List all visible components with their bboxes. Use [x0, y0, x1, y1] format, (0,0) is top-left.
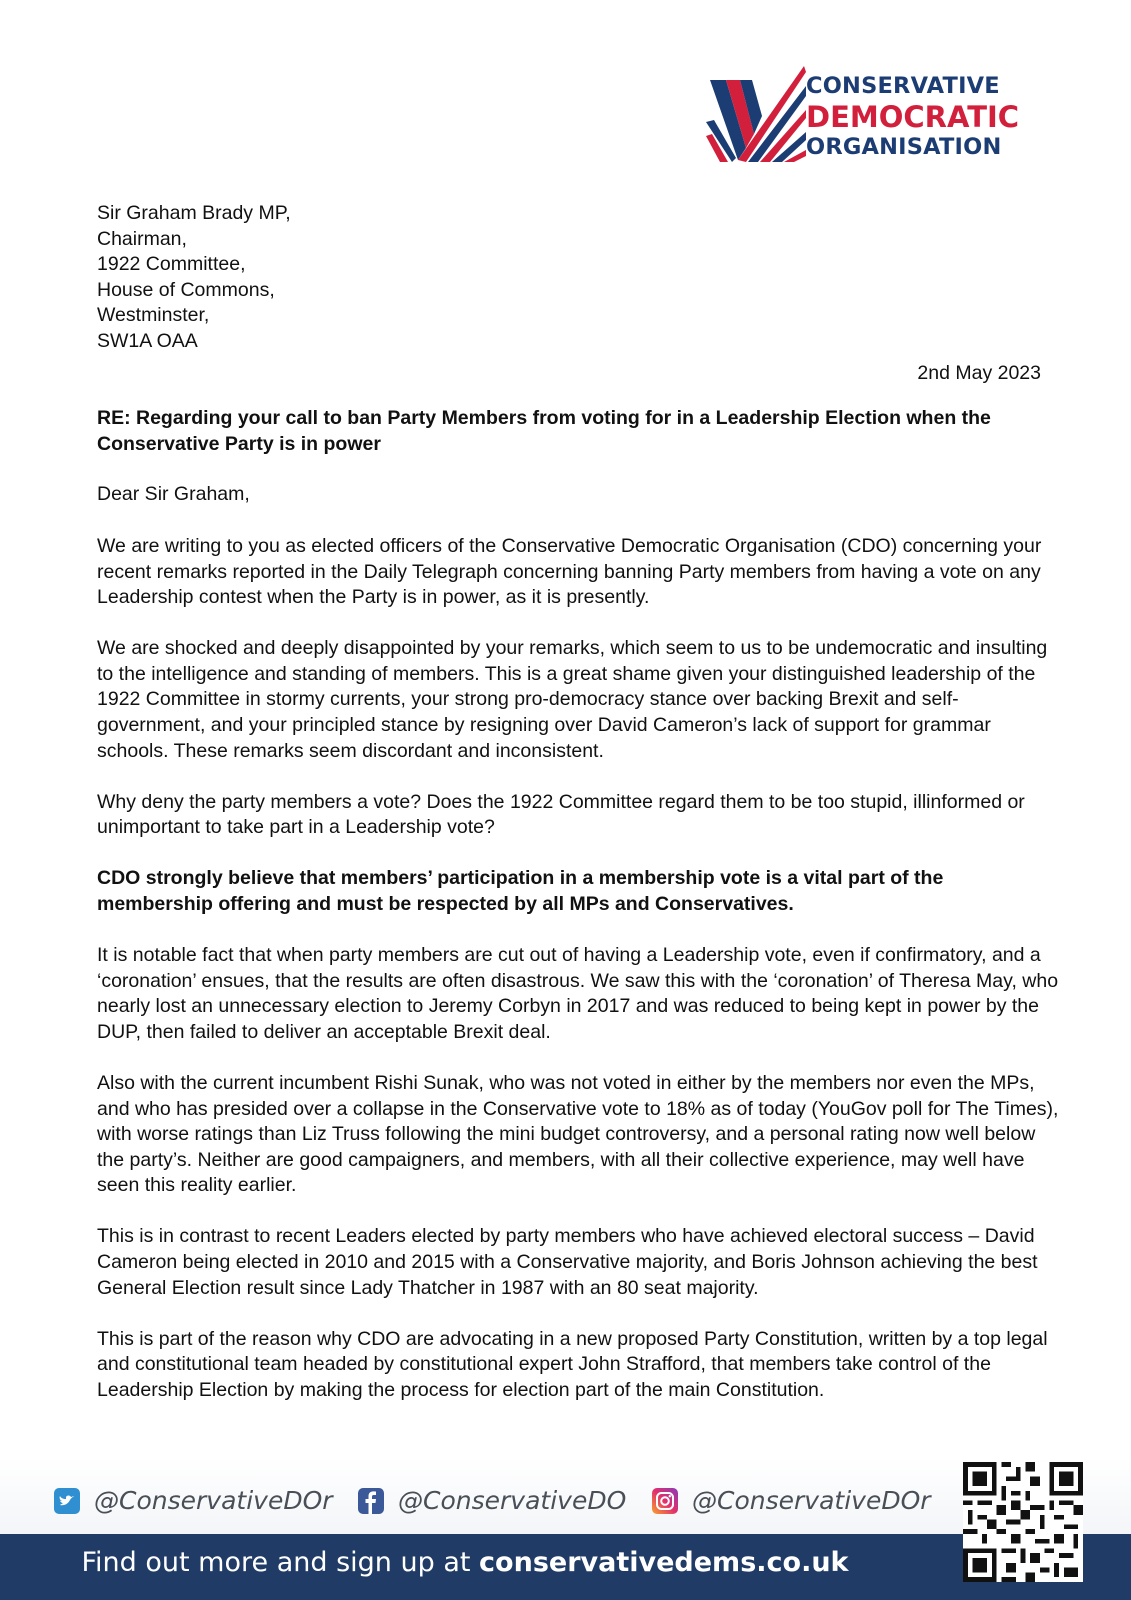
logo-wordmark	[806, 73, 1019, 161]
address-line: Westminster,	[97, 304, 210, 327]
facebook-handle: @ConservativeDO	[398, 1486, 627, 1515]
qr-code[interactable]	[963, 1462, 1083, 1582]
logo-line-organisation: ORGANISATION	[806, 134, 1002, 160]
logo-line-conservative: CONSERVATIVE	[806, 73, 1000, 99]
twitter-link[interactable]	[54, 1486, 333, 1515]
twitter-icon	[54, 1488, 80, 1514]
address-line: Chairman,	[97, 227, 187, 250]
body-paragraph: Why deny the party members a vote? Does the 1922 Committee regard them to be too stupid, illinformed or unimportant to take part in a Leadership vote?	[97, 790, 1025, 839]
instagram-link[interactable]	[652, 1486, 931, 1515]
salutation: Dear Sir Graham,	[97, 483, 250, 505]
body-paragraph: We are shocked and deeply disappointed by your remarks, which seem to us to be undemocratic and insulting to the intelligence and standing of members. This is a great shame given your distinguished leadership of the 1922 Committee in stormy currents, your strong pro-democracy stance over backing Brexit and self-government, and your principled stance by resigning over David Cameron’s lack of support for grammar schools. These remarks seem discordant and inconsistent.	[97, 637, 1048, 762]
website-link[interactable]: conservativedems.co.uk	[479, 1547, 849, 1578]
logo-line-democratic: DEMOCRATIC	[806, 100, 1020, 134]
address-line: 1922 Committee,	[97, 253, 246, 276]
facebook-link[interactable]	[358, 1486, 626, 1515]
body-paragraph: We are writing to you as elected officers of the Conservative Democratic Organisation (CDO) concerning your recent remarks reported in the Daily Telegraph concerning banning Party members from having a vote on any Leadership contest when the Party is in power, as it is presently.	[97, 535, 1042, 609]
letter-date: 2nd May 2023	[917, 362, 1041, 384]
letter-subject: RE: Regarding your call to ban Party Members from voting for in a Leadership Election when the Conservative Party is in power	[97, 407, 991, 455]
facebook-icon	[358, 1488, 384, 1514]
twitter-handle: @ConservativeDOr	[94, 1486, 333, 1515]
body-paragraph-bold: CDO strongly believe that members’ participation in a membership vote is a vital part of the membership offering and must be respected by all MPs and Conservatives.	[97, 867, 944, 916]
instagram-icon	[652, 1488, 678, 1514]
instagram-handle: @ConservativeDOr	[692, 1486, 931, 1515]
recipient-address	[97, 201, 291, 355]
cdo-logo	[706, 62, 1036, 174]
address-line: SW1A OAA	[97, 329, 198, 352]
body-paragraph: This is part of the reason why CDO are advocating in a new proposed Party Constitution, written by a top legal and constitutional team headed by constitutional expert John Strafford, that members take control of the Leadership Election by making the process for election part of the main Constitution.	[97, 1327, 1048, 1401]
union-flag-chevron-icon	[706, 62, 806, 166]
address-line: Sir Graham Brady MP,	[97, 202, 291, 224]
footer-cta-prefix: Find out more and sign up at	[81, 1547, 480, 1578]
body-paragraph: Also with the current incumbent Rishi Sunak, who was not voted in either by the members nor even the MPs, and who has presided over a collapse in the Conservative vote to 18% as of today (YouGov poll for The Times), with worse ratings than Liz Truss following the mini budget controversy, and a personal rating now well below the party’s. Neither are good campaigners, and members, with all their collective experience, may well have seen this reality earlier.	[97, 1072, 1059, 1197]
body-paragraph: It is notable fact that when party members are cut out of having a Leadership vote, even if confirmatory, and a ‘coronation’ ensues, that the results are often disastrous. We saw this with the ‘coronation’ of Theresa May, who nearly lost an unnecessary election to Jeremy Corbyn in 2017 and was reduced to being kept in power by the DUP, then failed to deliver an acceptable Brexit deal.	[97, 944, 1059, 1043]
address-line: House of Commons,	[97, 278, 275, 301]
letter-body	[97, 534, 1062, 1429]
body-paragraph: This is in contrast to recent Leaders elected by party members who have achieved electoral success – David Cameron being elected in 2010 and 2015 with a Conservative majority, and Boris Johnson achieving the best General Election result since Lady Thatcher in 1987 with an 80 seat majority.	[97, 1225, 1038, 1299]
qr-code-icon	[963, 1462, 1083, 1582]
footer-cta	[0, 1547, 930, 1578]
